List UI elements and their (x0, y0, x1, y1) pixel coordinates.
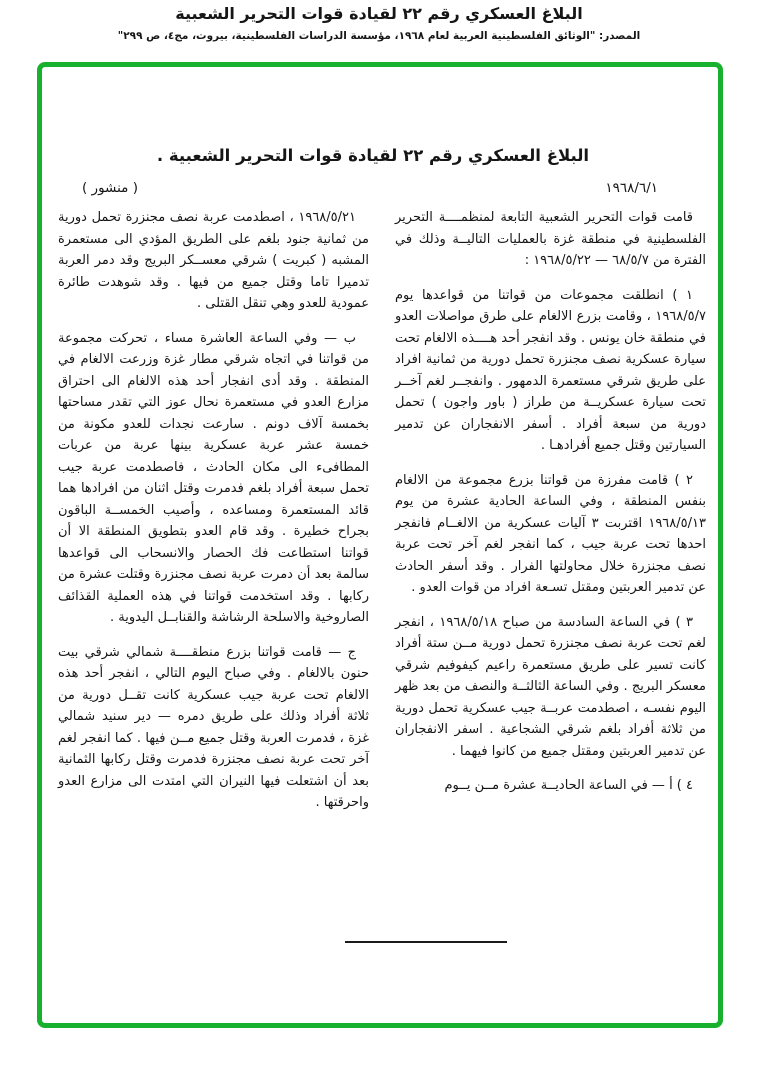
operation-item-4-start: ٤ ) أ — في الساعة الحاديــة عشرة مــن يــوم (444, 778, 693, 793)
document-meta-row (58, 178, 706, 200)
column-left (58, 207, 369, 827)
document-date: ١٩٦٨/٦/١ (605, 179, 658, 196)
published-note: ( منشور ) (82, 179, 138, 196)
operation-item-2: ٢ ) قامت مفرزة من قواتنا بزرع مجموعة من الالغام بنفس المنطقة ، وفي الساعة الحادية عشرة من يوم ١٩٦٨/٥/١٣ اقتربت ٣ آليات عسكرية من الالغــام فانفجر احدها تحت عربة جيب ، كما انفجر لغم آخر تحت عربة نصف مجنزرة خلال محاولتها الفرار . وقد أسفر الحادث عن تدمير العربتين ومقتل تسـعة افراد من قوات العدو . (395, 472, 706, 595)
operation-item-4-continued: ١٩٦٨/٥/٢١ ، اصطدمت عربة نصف مجنزرة تحمل دورية من ثمانية جنود بلغم على الطريق المؤدي الى مستعمرة المشبه ( كبريت ) شرقي معســكر البريج وقد دمر العربة تدميرا تاما وقتل جميع من فيها . وقد شوهدت طائرة عمودية للعدو وهي تنقل القتلى . (58, 210, 369, 311)
column-right (395, 207, 706, 827)
header-source-line: المصدر: "الوثائق الفلسطينية العربية لعام ١٩٦٨، مؤسسة الدراسات الفلسطينية، بيروت، مج٤، ص ٢٩٩" (117, 30, 641, 42)
header-title: البلاغ العسكري رقم ٢٢ لقيادة قوات التحرير الشعبية (175, 4, 583, 23)
operation-item-3: ٣ ) في الساعة السادسة من صباح ١٩٦٨/٥/١٨ ، انفجر لغم تحت عربة نصف مجنزرة تحمل دورية مــن ستة أفراد كانت تسير على طريق مستعمرة راعيم كيفوفيم شرقي معسكر البريج . وفي الساعة الثالثــة والنصف من بعد ظهر اليوم نفسـه ، اصطدمت عربــة جيب عسكرية تحمل دورية من ثلاثة أفراد بلغم شرقي الشجاعية . اسفر الانفجاران عن تدمير العربتين ومقتل جميع من كانوا فيهما . (395, 614, 706, 759)
operation-item-c: ج — قامت قواتنا بزرع منطقــــة شمالي شرقي بيت حنون بالالغام . وفي صباح اليوم التالي ، انفجر أحد هذه الالغام تحت عربة جيب عسكرية كانت تقــل دورية من ثلاثة أفراد وذلك على طريق دمره — دير سنيد شمالي غزة ، فدمرت العربة وقتل جميع مــن فيها . كما انفجر لغم آخر تحت عربة نصف مجنزرة فدمرت وقتل ركابها الثمانية بعد أن اشتعلت فيها النيران التي امتدت الى مزارع العدو واحرقتها . (58, 644, 369, 810)
scanned-document (42, 67, 718, 1023)
operation-item-b: ب — وفي الساعة العاشرة مساء ، تحركت مجموعة من قواتنا في اتجاه شرقي مطار غزة وزرعت الالغام في المنطقة . وقد أدى انفجار أحد هذه الالغام الى احتراق مزارع العدو في مستعمرة نحال عوز التي تقدر مساحتها بخمسة آلاف دونم . سارعت نجدات للعدو مكونة من خمسة عشر عربة عسكرية بينها عربة من عربات المطافىء الى مكان الحادث ، فاصطدمت عربة جيب تحمل سبعة أفراد بلغم فدمرت وقتل اثنان من افرادها هما قائد المستعمرة ومساعده ، وأصيب الخمســة الباقون بجراح خطيرة . وقد قام العدو بتطويق المنطقة الا أن قواتنا استطاعت فك الحصار والانسحاب الى قواعدها سالمة بعد أن دمرت عربة نصف مجنزرة وقتلت عشرة من ركابها . وقد استخدمت قواتنا في هذه العملية القذائف الصاروخية والاسلحة الرشاشة والقنابــل اليدوية . (58, 330, 369, 625)
page-header (0, 4, 758, 42)
document-title: البلاغ العسكري رقم ٢٢ لقيادة قوات التحرير الشعبية . (156, 146, 590, 165)
intro-paragraph: قامت قوات التحرير الشعبية التابعة لمنظمــــة التحرير الفلسطينية في منطقة غزة بالعمليات التاليــة وذلك في الفترة من ٦٨/٥/٧ — ١٩٦٨/٥/٢٢ : (395, 210, 706, 268)
operation-item-1: ١ ) انطلقت مجموعات من قواتنا من قواعدها يوم ١٩٦٨/٥/٧ ، وقامت بزرع الالغام على طرق مواصلات العدو في منطقة خان يونس . وقد انفجر أحد هــــذه الالغام تحت سيارة عسكرية نصف مجنزرة تحمل دورية من ثمانية افراد على طريق شرقي مستعمرة الدمهور . وانفجــر لغم آخــر تحت سيارة عسكريــة من طراز ( باور واجون ) تحمل دورية من سبعة أفراد . أسفر الانفجاران عن تدمير السيارتين وقتل جميع أفرادهـا . (395, 287, 706, 453)
footer-separator-line (345, 941, 507, 943)
two-column-text (58, 207, 706, 827)
scanned-page-green-border (37, 62, 723, 1028)
